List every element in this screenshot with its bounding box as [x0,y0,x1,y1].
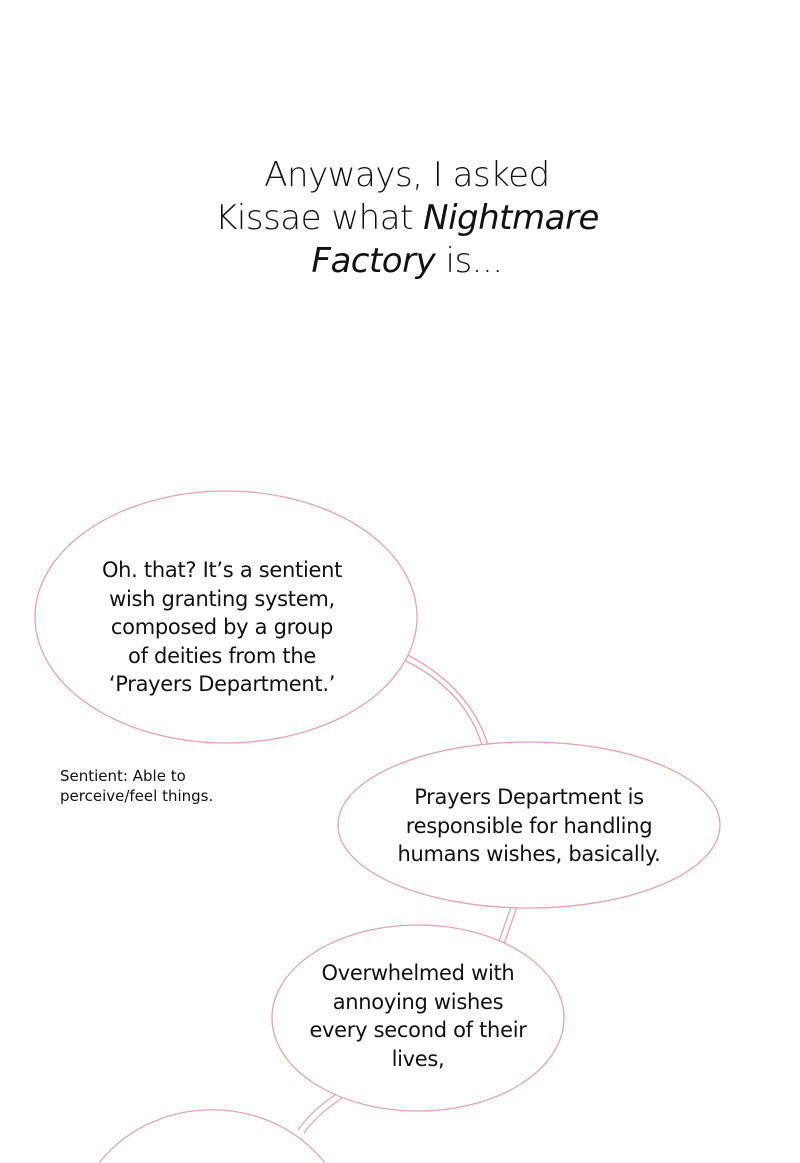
bubble-line: Prayers Department is [414,785,644,809]
narration-line: is... [435,241,503,281]
bubble-line: annoying wishes [332,989,504,1014]
footnote-line: Sentient: Able to [60,767,186,785]
narration-line: Anyways, I asked [264,155,550,195]
bubble-tail-connector [404,660,482,745]
bubble-line: responsible for handling [405,813,653,838]
bubble-tail-connector [504,907,517,944]
bubble-2-text [369,783,689,869]
bubble-line: lives, [391,1046,445,1071]
narration-line: Kissae what [215,198,424,238]
bubble-line: humans wishes, basically. [397,842,661,866]
bubble-line: of deities from the [128,643,316,668]
footnote [60,766,213,806]
bubble-line: composed by a group [110,615,334,639]
bubble-line: Oh. that? It’s a sentient [101,558,343,582]
narration-emphasis: Nightmare [423,198,599,238]
bubble-line: every second of their [309,1018,527,1042]
bubble-tail-connector [298,1095,335,1130]
bubble-line: ‘Prayers Department.’ [108,672,336,696]
bubble-line: Overwhelmed with [321,961,515,985]
narration-text [157,154,657,283]
speech-bubble-4 [99,1110,325,1163]
bubble-3-text [288,959,548,1073]
narration-emphasis: Factory [311,241,436,281]
footnote-line: perceive/feel things. [60,787,214,805]
bubble-1-text [72,556,372,699]
bubble-tail-connector [498,907,511,944]
bubble-line: wish granting system, [109,586,335,611]
